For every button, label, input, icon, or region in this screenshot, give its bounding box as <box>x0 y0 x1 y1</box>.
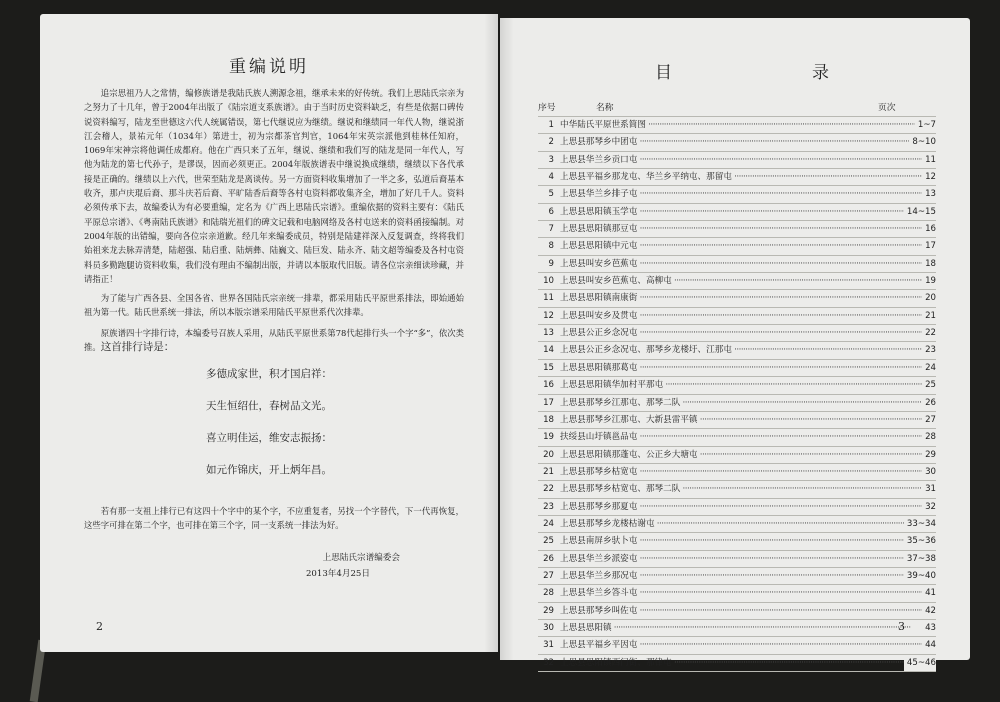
toc-page: 16 <box>922 221 936 237</box>
poem-intro-emphasis: 这首排行诗是： <box>100 341 175 354</box>
preface-body <box>84 86 464 359</box>
poem-line: 多德成家世，积才国启祥： <box>206 368 332 380</box>
toc-entry-name: 上思县那琴乡龙楼枯谢屯 ····· <box>560 516 936 532</box>
toc-page: 43 <box>922 620 936 636</box>
toc-entry-name: 上思县华兰乡答斗屯 ····· <box>560 585 936 601</box>
toc-number: 11 <box>543 293 554 304</box>
toc-number: 20 <box>543 449 554 460</box>
toc-page: 20 <box>922 290 936 306</box>
toc-number: 7 <box>548 224 554 235</box>
toc-row <box>538 272 936 289</box>
toc-number: 5 <box>548 189 554 200</box>
page-title: 重编说明 <box>229 57 309 77</box>
toc-entry-name: 上思县叫安乡芭蕉屯 ····· <box>560 256 936 272</box>
gutter-shadow <box>484 14 498 652</box>
toc-row <box>538 116 936 133</box>
toc-entry-name: 上思县那琴乡中团屯 ····· <box>560 134 936 150</box>
toc-entry-name: 上思县公正乡念况屯、那琴乡龙楼圩、江那屯 ····· <box>560 342 936 358</box>
toc-row <box>538 584 936 601</box>
poem-line: 喜立明佳运，维安志振扬： <box>206 432 332 444</box>
toc-entry-name: 上思县思阳镇玉学屯 ····· <box>560 204 936 220</box>
toc-entry-name: 上思县华兰乡贡口屯 ····· <box>560 152 936 168</box>
toc-number: 28 <box>543 588 554 599</box>
toc-entry-name: 上思县华兰乡排子屯 ····· <box>560 186 936 202</box>
toc-page: 25 <box>922 377 936 393</box>
toc-number: 30 <box>543 622 554 633</box>
toc-page: 45~46 <box>904 655 936 671</box>
toc-row <box>538 168 936 185</box>
toc-entry-name: 上思县平福乡那龙屯、华兰乡平纳屯、那留屯 ····· <box>560 169 936 185</box>
toc-entry-name: 上思县那琴乡江那屯、大新县雷平镇 ····· <box>560 412 936 428</box>
toc-page: 11 <box>922 152 936 168</box>
toc-row <box>538 463 936 480</box>
toc-number: 3 <box>548 154 554 165</box>
toc-page: 21 <box>922 308 936 324</box>
toc-page: 31 <box>922 481 936 497</box>
toc-row <box>538 428 936 445</box>
toc-row <box>538 636 936 653</box>
page-number: 3 <box>898 620 905 633</box>
toc-entry-name: 上思县叫安乡芭蕉屯、高柳屯 ····· <box>560 273 936 289</box>
toc-row <box>538 515 936 532</box>
toc-entry-name: 上思县那琴乡那夏屯 ····· <box>560 499 936 515</box>
toc-number: 26 <box>543 553 554 564</box>
toc-number: 6 <box>548 206 554 217</box>
toc-number: 21 <box>543 466 554 477</box>
toc-entry-name: 上思县思阳镇那葛屯 ····· <box>560 360 936 376</box>
footnote: 若有那一支祖上排行已有这四十个字中的某个字，不应重复者，另找一个字替代，下一代再恢复，这些字可排在第二个字，也可排在第三个字，同一支系统一排法为好。 <box>84 506 464 531</box>
signature: 上思陆氏宗谱编委会 <box>322 553 400 563</box>
poem-intro <box>84 326 464 355</box>
toc-page: 41 <box>922 585 936 601</box>
toc-entry-name: 上思县那琴乡江那屯、那琴二队 ····· <box>560 395 936 411</box>
toc-table <box>538 116 936 672</box>
toc-row <box>538 307 936 324</box>
toc-number: 14 <box>543 345 554 356</box>
toc-title-right: 录 <box>812 63 829 83</box>
toc-number: 19 <box>543 432 554 443</box>
toc-page: 12 <box>922 169 936 185</box>
toc-number: 2 <box>548 137 554 148</box>
toc-entry-name: 上思县华兰乡那况屯 ····· <box>560 568 936 584</box>
toc-entry-name: 上思县思阳镇 ····· <box>560 620 936 636</box>
toc-number: 24 <box>543 518 554 529</box>
toc-entry-name: 上思县华兰乡派姿屯 ····· <box>560 551 936 567</box>
toc-page: 35~36 <box>904 533 936 549</box>
toc-row <box>538 602 936 619</box>
toc-entry-name: 上思县思阳镇西门街、那律屯 ····· <box>560 655 936 671</box>
toc-row <box>538 376 936 393</box>
toc-entry-name: 扶绥县山圩镇邕品屯 ····· <box>560 429 936 445</box>
toc-row <box>538 411 936 428</box>
toc-number: 13 <box>543 328 554 339</box>
toc-page: 29 <box>922 447 936 463</box>
toc-number: 10 <box>543 276 554 287</box>
toc-row <box>538 289 936 306</box>
toc-header-name: 名称 <box>596 103 614 113</box>
toc-entry-name: 上思县思阳镇中元屯 ····· <box>560 238 936 254</box>
toc-number: 18 <box>543 414 554 425</box>
poem-intro-text: 原族谱四十字排行诗，本编委号召族人采用，从陆氏平原世系第78代起排行头一个字“多”，依次类推。 <box>84 327 464 353</box>
toc-number: 25 <box>543 536 554 547</box>
toc-number: 27 <box>543 570 554 581</box>
toc-page: 32 <box>922 499 936 515</box>
toc-entry-name: 中华陆氏平原世系简图 ····· <box>560 117 936 133</box>
toc-row <box>538 654 936 672</box>
toc-page: 28 <box>922 429 936 445</box>
toc-page: 17 <box>922 238 936 254</box>
toc-number: 32 <box>543 657 554 668</box>
page-number: 2 <box>96 620 103 633</box>
toc-page: 14~15 <box>904 204 936 220</box>
toc-page: 19 <box>922 273 936 289</box>
toc-entry-name: 上思县思阳镇南康街 ····· <box>560 290 936 306</box>
toc-entry-name: 上思县那琴乡枯宽屯 ····· <box>560 464 936 480</box>
toc-page: 39~40 <box>904 568 936 584</box>
left-page <box>40 14 498 652</box>
toc-row <box>538 394 936 411</box>
toc-page: 42 <box>922 603 936 619</box>
toc-row <box>538 480 936 497</box>
toc-row <box>538 133 936 150</box>
toc-number: 9 <box>548 258 554 269</box>
toc-page: 37~38 <box>904 551 936 567</box>
toc-row <box>538 255 936 272</box>
toc-page: 30 <box>922 464 936 480</box>
toc-row <box>538 446 936 463</box>
toc-number: 1 <box>548 120 554 130</box>
toc-entry-name: 上思县公正乡念况屯 ····· <box>560 325 936 341</box>
signature-date: 2013年4月25日 <box>305 569 370 579</box>
toc-row <box>538 324 936 341</box>
toc-page: 18 <box>922 256 936 272</box>
toc-entry-name: 上思县叫安乡及贯屯 ····· <box>560 308 936 324</box>
toc-page: 22 <box>922 325 936 341</box>
toc-entry-name: 上思县那琴乡叫佐屯 ····· <box>560 603 936 619</box>
toc-entry-name: 上思县思阳镇那蓬屯、公正乡大塘屯 ····· <box>560 447 936 463</box>
toc-page: 24 <box>922 360 936 376</box>
toc-row <box>538 619 936 636</box>
toc-header-page: 页次 <box>878 103 896 113</box>
toc-row <box>538 341 936 358</box>
toc-number: 15 <box>543 362 554 373</box>
toc-row <box>538 532 936 549</box>
toc-number: 31 <box>543 640 554 651</box>
toc-number: 29 <box>543 605 554 616</box>
toc-page: 44 <box>922 637 936 653</box>
toc-row <box>538 151 936 168</box>
toc-row <box>538 185 936 202</box>
toc-row <box>538 567 936 584</box>
toc-page: 23 <box>922 342 936 358</box>
toc-number: 4 <box>548 172 554 183</box>
toc-entry-name: 上思县思阳镇那豆屯 ····· <box>560 221 936 237</box>
preface-paragraph: 为了能与广西各县、全国各省、世界各国陆氏宗亲统一排辈，都采用陆氏平原世系排法，即始通始祖为第一代。陆氏世系统一排法，所以本版宗谱采用陆氏平原世系代次排辈。 <box>84 293 464 318</box>
toc-row <box>538 203 936 220</box>
right-page <box>500 18 970 668</box>
toc-title-left: 目 <box>655 63 672 83</box>
preface-paragraph: 追宗思祖乃人之常情，编修族谱是我陆氏族人溯源念祖，继承未来的好传统。我们上思陆氏宗亲为之努力了十几年，曾于2004年出版了《陆宗道支系族谱》。由于当时历史资料缺乏，有些是依据口碑传说资料编写，陆龙至世德这六代人统属错误，第七代继说应为继绩。继说和继绩同一年代人物，继说浙江会稽人，景祐元年（1034年）第进士，初为宗都茶官判官，1064年宋英宗派他到桂林任知府，1069年宋神宗将他调任成都府。他在广西只来了五年，继说、继绩和我们写的陆龙是同一年代人，写他为陆龙的第七代孙子，是谬误，因而必须更正。2004年版族谱表中继说换成继绩，继绩以下各代承接是正确的。继绩以上六代，世荣至陆龙是离谈传。另一方面资料收集增加了一半之多，弘道后裔基本收齐，那卢庆琨后裔、那斗庆若后裔、平旷陆香后裔等各村屯资料都收集齐全，增加了好几千人。资料必须传承下去，故编委认为有必要重编，定名为《广西上思陆氏宗谱》。重编依据的资料主要有：《陆氏平原总宗谱》、《粤南陆氏族谱》和陆瑞光祖们的碑文记载和电脑网络及各村屯送来的资料函接编制。对2004年版的出错编，要向各位宗亲道歉。经几年来编委成员，特别是陆建祥深入反复调查，终将我们始祖来龙去脉弄清楚，陆超强、陆启重、陆炳彝、陆巍文、陆巨发、陆永齐、陆文超等编委及各村屯资料员多勤跑腿访资料收集，我们没有理由不编制出版，并请以本版取代旧版。请各位宗亲细读珍藏，并请指正！ <box>84 88 464 284</box>
poem-line: 如元作锦庆，开上炳年昌。 <box>206 464 332 476</box>
toc-row <box>538 220 936 237</box>
gutter-shadow <box>500 18 514 660</box>
toc-page: 33~34 <box>904 516 936 532</box>
toc-number: 16 <box>543 380 554 391</box>
toc-page: 26 <box>922 395 936 411</box>
toc-page: 8~10 <box>909 134 936 150</box>
toc-number: 23 <box>543 501 554 512</box>
toc-row <box>538 237 936 254</box>
toc-page: 27 <box>922 412 936 428</box>
toc-entry-name: 上思县思阳镇华加村平那屯 ····· <box>560 377 936 393</box>
toc-row <box>538 359 936 376</box>
toc-row <box>538 550 936 567</box>
toc-page: 13 <box>922 186 936 202</box>
toc-entry-name: 上思县平福乡平因屯 ····· <box>560 637 936 653</box>
toc-header-seq: 序号 <box>538 103 556 113</box>
toc-page: 1~7 <box>915 117 936 133</box>
toc-number: 22 <box>543 484 554 495</box>
toc-entry-name: 上思县南屏乡驮卜屯 ····· <box>560 533 936 549</box>
toc-number: 12 <box>543 310 554 321</box>
poem-line: 天生恒绍仕，春树品文光。 <box>206 400 332 412</box>
toc-number: 17 <box>543 397 554 408</box>
toc-entry-name: 上思县那琴乡枯宽屯、那琴二队 ····· <box>560 481 936 497</box>
toc-row <box>538 498 936 515</box>
toc-number: 8 <box>548 241 554 252</box>
